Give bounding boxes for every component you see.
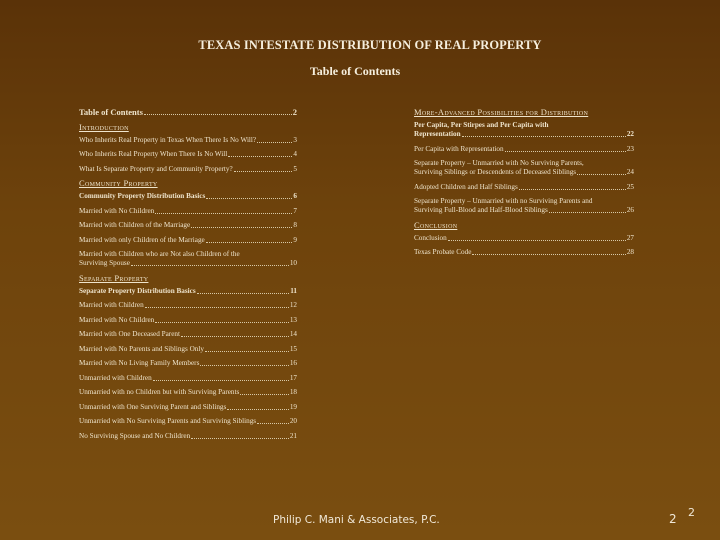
entry-page: 5: [293, 164, 297, 173]
toc-entry: [414, 248, 634, 257]
dot-leader: [240, 394, 289, 395]
toc-entry: [79, 207, 297, 216]
entry-text: Married with No Children: [79, 315, 155, 324]
page-number-corner: 2: [688, 506, 695, 519]
dot-leader: [257, 142, 292, 143]
entry-page: 7: [293, 206, 297, 215]
dot-leader: [181, 336, 289, 337]
entry-text-line2: Surviving Spouse: [79, 259, 130, 267]
dot-leader: [206, 242, 293, 243]
toc-entry: [414, 197, 634, 215]
entry-text: What Is Separate Property and Community Property?: [79, 164, 233, 173]
dot-leader: [131, 265, 289, 266]
entry-text-line1: Married with Children who are Not also Children of the: [79, 250, 240, 258]
dot-leader: [206, 198, 292, 199]
toc-entry: [414, 145, 634, 154]
toc-entry: [79, 432, 297, 441]
entry-text-line2: Representation: [414, 130, 461, 138]
entry-text: Married with Children: [79, 301, 144, 309]
toc-entry: [79, 236, 297, 245]
toc-entry: [79, 136, 297, 145]
toc-entry: [79, 330, 297, 339]
toc-entry: [414, 183, 634, 192]
dot-leader: [472, 254, 625, 255]
entry-page: 17: [289, 373, 297, 382]
entry-page: 11: [290, 286, 297, 295]
entry-text: Unmarried with no Children but with Surviving Parents: [79, 388, 240, 396]
entry-text: Married with No Parents and Siblings Only: [79, 344, 204, 353]
entry-text-line1: Per Capita, Per Stirpes and Per Capita with: [414, 121, 549, 129]
dot-leader: [155, 213, 292, 214]
dot-leader: [191, 438, 289, 439]
dot-leader: [462, 136, 626, 137]
entry-page: 2: [292, 107, 297, 117]
dot-leader: [257, 423, 289, 424]
dot-leader: [200, 365, 288, 366]
dot-leader: [519, 189, 626, 190]
entry-page: 10: [289, 259, 297, 267]
dot-leader: [145, 307, 289, 308]
entry-text: Married with Children of the Marriage: [79, 221, 191, 229]
toc-entry: [79, 250, 297, 268]
entry-text: Conclusion: [414, 233, 447, 242]
toc-entry: [414, 234, 634, 243]
entry-page: 23: [626, 144, 634, 153]
footer-firm-name: Philip C. Mani & Associates, P.C.: [273, 514, 440, 526]
entry-page: 25: [626, 182, 634, 191]
toc-entry: [79, 345, 297, 354]
toc-entry: [79, 417, 297, 426]
entry-page: 24: [626, 168, 634, 176]
entry-page: 8: [293, 221, 297, 229]
entry-page: 15: [289, 344, 297, 353]
entry-page: 13: [289, 315, 297, 324]
entry-text-line2: Surviving Full-Blood and Half-Blood Siblings: [414, 206, 548, 214]
section-heading-more-advanced: More-Advanced Possibilities for Distribution: [414, 107, 589, 117]
toc-entry: [414, 159, 634, 177]
entry-page: 20: [289, 417, 297, 425]
entry-text: Unmarried with One Surviving Parent and Siblings: [79, 402, 227, 411]
entry-page: 28: [626, 248, 634, 256]
entry-page: 18: [289, 388, 297, 396]
entry-text: No Surviving Spouse and No Children: [79, 431, 191, 440]
entry-text: Married with No Living Family Members: [79, 359, 200, 367]
entry-page: 19: [289, 402, 297, 411]
entry-text: Unmarried with Children: [79, 373, 152, 382]
toc-entry: [414, 121, 634, 139]
entry-text: Separate Property Distribution Basics: [79, 286, 196, 295]
dot-leader: [227, 409, 288, 410]
entry-page: 12: [289, 301, 297, 309]
toc-entry: [79, 316, 297, 325]
entry-text-line1: Separate Property – Unmarried with no Surviving Parents and: [414, 197, 593, 205]
dot-leader: [197, 293, 290, 294]
toc-entry: [79, 221, 297, 230]
entry-page: 21: [289, 431, 297, 440]
entry-text-line1: Separate Property – Unmarried with No Surviving Parents,: [414, 159, 584, 167]
toc-entry: [79, 403, 297, 412]
toc-entry: [79, 192, 297, 201]
entry-text: Married with One Deceased Parent: [79, 330, 180, 338]
toc-entry: [79, 287, 297, 296]
section-heading-separate-property: Separate Property: [79, 272, 149, 283]
section-heading-introduction: Introduction: [79, 121, 129, 132]
toc-entry: [79, 359, 297, 368]
toc-entry: [79, 388, 297, 397]
dot-leader: [549, 212, 626, 213]
entry-text-line2: Surviving Siblings or Descendents of Deceased Siblings: [414, 168, 577, 176]
entry-page: 6: [293, 192, 297, 200]
entry-page: 16: [289, 359, 297, 367]
dot-leader: [234, 171, 293, 172]
entry-text: Who Inherits Real Property When There Is No Will: [79, 150, 228, 158]
toc-entry: [79, 374, 297, 383]
toc-entry-table-of-contents: [79, 108, 297, 117]
entry-page: 26: [626, 206, 634, 214]
page-number: 2: [669, 512, 677, 526]
entry-text: Adopted Children and Half Siblings: [414, 182, 518, 191]
toc-right-column: [414, 108, 634, 263]
section-heading-conclusion: Conclusion: [414, 219, 458, 230]
entry-text: Married with only Children of the Marriage: [79, 235, 205, 244]
entry-page: 9: [293, 235, 297, 244]
entry-text: Married with No Children: [79, 206, 155, 215]
entry-text: Community Property Distribution Basics: [79, 192, 206, 200]
toc-entry: [79, 165, 297, 174]
toc-subtitle: Table of Contents: [309, 64, 401, 78]
dot-leader: [205, 351, 289, 352]
entry-text: Table of Contents: [79, 107, 143, 117]
entry-page: 22: [626, 130, 634, 138]
entry-text: Per Capita with Representation: [414, 144, 504, 153]
dot-leader: [505, 151, 626, 152]
dot-leader: [191, 227, 292, 228]
toc-left-column: [79, 108, 297, 446]
dot-leader: [448, 240, 626, 241]
dot-leader: [153, 380, 289, 381]
entry-page: 27: [626, 233, 634, 242]
toc-entry: [79, 150, 297, 159]
entry-text: Who Inherits Real Property in Texas When There Is No Will?: [79, 135, 257, 144]
entry-page: 4: [293, 150, 297, 158]
document-title: TEXAS INTESTATE DISTRIBUTION OF REAL PROPERTY: [198, 38, 542, 52]
dot-leader: [144, 114, 292, 115]
toc-entry: [79, 301, 297, 310]
section-heading-community-property: Community Property: [79, 178, 158, 188]
entry-text: Unmarried with No Surviving Parents and Surviving Siblings: [79, 417, 257, 425]
entry-page: 14: [289, 330, 297, 338]
entry-text: Texas Probate Code: [414, 248, 472, 256]
dot-leader: [155, 322, 289, 323]
entry-page: 3: [293, 135, 297, 144]
dot-leader: [577, 174, 626, 175]
dot-leader: [228, 156, 292, 157]
